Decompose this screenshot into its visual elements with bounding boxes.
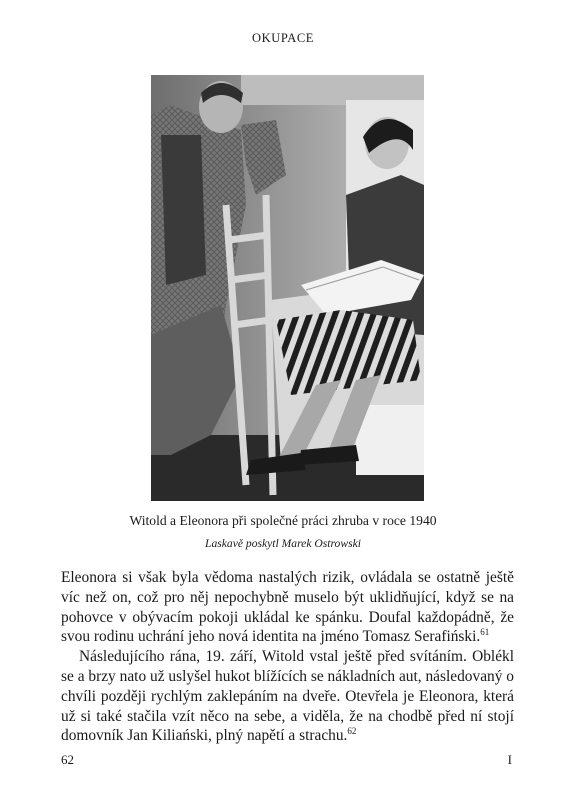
photo-witold-eleonora xyxy=(151,75,424,501)
footnote-ref[interactable]: 61 xyxy=(480,627,490,638)
running-head: OKUPACE xyxy=(251,31,315,45)
section-mark: I xyxy=(507,752,512,767)
body-text xyxy=(61,568,514,746)
figure-credit: Laskavě poskytl Marek Ostrowski xyxy=(205,537,361,550)
paragraph xyxy=(61,568,514,647)
footnote-ref[interactable]: 62 xyxy=(347,726,357,737)
photograph xyxy=(151,75,424,501)
paragraph xyxy=(61,647,514,746)
figure-caption: Witold a Eleonora při společné práci zhruba v roce 1940 xyxy=(129,513,437,528)
paragraph-text: Následujícího rána, 19. září, Witold vstal ještě před svítáním. Oblékl se a brzy nato už uslyšel hukot blížících se nákladních aut, následovaný o chvíli později rychlým zaklepáním na dveře. Otevřela je Eleonora, která už si také stačila vzít něco na sebe, a viděla, že na chodbě před ní stojí domovník Jan Kiliański, plný napětí a strachu. xyxy=(61,648,514,745)
paragraph-text: Eleonora si však byla vědoma nastalých rizik, ovládala se ostatně ještě víc než on, což pro něj nepochybně muselo být uklidňující, když se na pohovce v obývacím pokoji ukládal ke spánku. Doufal každopádně, že svou rodinu uchrání jeho nová identita na jméno Tomasz Serafiński. xyxy=(61,569,514,646)
page-number: 62 xyxy=(61,752,74,767)
